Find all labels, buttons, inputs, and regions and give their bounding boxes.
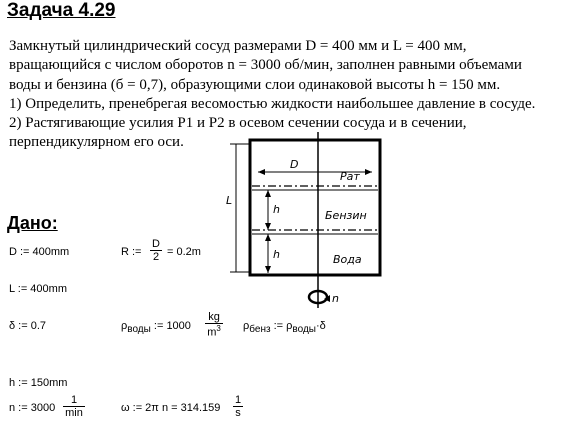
formula-R-lhs: R := <box>121 246 142 258</box>
formula-R-rhs: = 0.2m <box>167 246 201 258</box>
formula-h: h := 150mm <box>9 377 68 389</box>
formula-rho-water: ρводы := 1000 <box>121 320 191 335</box>
problem-line: Замкнутый цилиндрический сосуд размерами D = 400 мм и L = 400 мм, <box>9 38 467 54</box>
given-heading: Дано: <box>7 213 58 233</box>
formula-n-units: 1 min <box>63 394 85 419</box>
problem-line: 2) Растягивающие усилия P1 и P2 в осевом сечении сосуда и в сечении, <box>9 115 467 132</box>
label-p-atm: Pат <box>340 170 360 183</box>
problem-line: перпендикулярном его оси. <box>9 134 184 151</box>
formula-delta: δ := 0.7 <box>9 320 47 332</box>
formula-rho-water-units: $\frac{kg}{m^3}$ <box>205 311 223 339</box>
label-benzin: Бензин <box>325 209 367 222</box>
problem-line: воды и бензина (б = 0,7), образующими слои одинаковой высоты h = 150 мм. <box>9 76 501 93</box>
label-L: L <box>226 194 233 207</box>
task-title: Задача 4.29 <box>7 0 116 21</box>
formula-R-fraction: $\frac{D}{2}$ <box>150 238 162 263</box>
label-D: D <box>290 158 299 171</box>
formula-D: D := 400mm <box>9 246 70 258</box>
problem-line: вращающийся с числом оборотов n = 3000 об/мин, заполнен равными объемами <box>9 57 522 74</box>
label-h-bottom: h <box>273 248 280 261</box>
formula-omega-units: $\frac{1}{s}$ <box>234 394 242 419</box>
label-n: n <box>332 292 339 305</box>
problem-line: 1) Определить, пренебрегая весомостью жидкости наибольшее давление в сосуде. <box>9 95 536 112</box>
formula-L: L := 400mm <box>9 283 67 295</box>
formula-omega: ω := 2π n = 314.159 <box>121 402 221 414</box>
formula-n-lhs: n := 3000 <box>9 402 56 414</box>
label-voda: Вода <box>333 253 362 266</box>
label-h-top: h <box>273 203 280 216</box>
formula-rho-benzin: ρбенз := ρводы·δ <box>243 320 326 335</box>
